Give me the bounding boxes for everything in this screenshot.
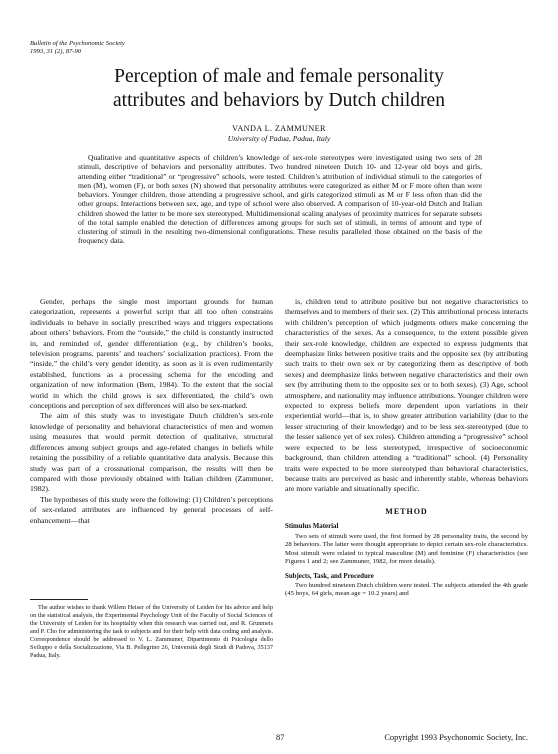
left-column <box>30 297 273 526</box>
abstract-text: Qualitative and quantitative aspects of children’s knowledge of sex-role stereotypes were investigated using two sets of 28 stimuli, descriptive of behaviors and personality attributes. Two hundred nineteen Dutch 10- and 12-year old boys and girls, attending either “traditional” or “progressive” schools, were tested. Children’s attribution of individual stimuli to the categories of men (M), women (F), or both sexes (N) showed that personality attributes were categorized as either M or F more often than were behaviors. Younger children, those attending a progressive school, and girls categorized stimuli as M or F less often than did the other groups. Interactions between sex, age, and type of school were also observed. A comparison of 10-year-old Dutch and Italian children showed the latter to be more sex stereotyped. Multidimensional scaling analyses of proximity matrices for separate subsets of the total sample enabled the detection of differences among groups for such set of stimuli, in terms of amount and type of clustering of stimuli in the resulting two-dimensional configurations. These results paralleled those obtained on the basis of the frequency data. <box>78 153 482 246</box>
author-note-text: The author wishes to thank Willem Heiser of the University of Leiden for his advice and help on the statistical analysis, the Experimental Psychology Unit of the Faculty of Social Sciences of the University of Leiden for its hospitality when this research was carried out, and R. Grunmeis and P. Cho for administering the task to subjects and for their help with data coding and analysis. Correspondence should be addressed to V. L. Zammuner, Dipartimento di Psicologia dello Sviluppo e della Socializzazione, Via B. Pellegrino 26, Università degli Studi di Padova, 35137 Padua, Italy. <box>30 604 273 659</box>
title-line-1: Perception of male and female personality <box>114 66 444 87</box>
method-heading: METHOD <box>385 506 428 516</box>
journal-name: Bulletin of the Psychonomic Society <box>30 40 125 47</box>
intro-paragraph-3: The hypotheses of this study were the following: (1) Children’s perceptions of sex-related attributes are influenced by general processes of self-enhancement—that <box>30 494 273 525</box>
author-affiliation: University of Padua, Padua, Italy <box>227 134 331 143</box>
hypotheses-paragraph: is, children tend to attribute positive but not negative characteristics to themselves and to members of their sex. (2) This attributional process interacts with children’s perception of which judgments others make concerning the characteristics of the sexes. As a consequence, to the extent possible given their sex-role knowledge, children are expected to express judgments that deemphasize links between positive traits and the opposite sex (by attributing such traits to their own sex or by categorizing them as descriptive of both sexes) and deemphasize links between negative characteristics and their own sex (by attributing them to the opposite sex or to both sexes). (3) Age, school atmosphere, and nationality may influence attributions. Younger children were expected to express beliefs more dependent upon variations in their experiential world—that is, to show greater attribution variability (due to the lesser structuring of their knowledge) and to be less sex-stereotyped (due to the lesser salience yet of sex roles). Children attending a “progressive” school were expected to be less stereotyped, irrespective of socioeconomic background, than children attending a “traditional” school. (4) Personality traits were expected to be more stereotyped than behavioral characteristics, because traits are perceived as basic and inherently stable, whereas behaviors are more variable and situationally specific. <box>285 297 528 494</box>
journal-issue: 1993, 31 (2), 87-90 <box>30 48 82 55</box>
title-line-2: attributes and behaviors by Dutch children <box>113 89 445 111</box>
subjects-section <box>285 582 528 599</box>
author-name: VANDA L. ZAMMUNER <box>232 124 326 133</box>
intro-paragraph-1: Gender, perhaps the single most important grounds for human categorization, represents a powerful script that all too often constrains individuals to behave in socially prescribed ways and triggers expectations about others’ behaviors. From the “outside,” the child is constantly instructed in, and reminded of, gender differentiation (e.g., by children’s books, television programs, parents’ and teachers’ socialization practices). From the “inside,” the child’s very gender identity, as soon as it is even rudimentarily established, functions as a processing schema for the encoding and organization of new information (Bem, 1984). To the extent that the social world in which the child grows is sex differentiated, the child’s own conceptions and perception of sex differences will also be sex-marked. <box>30 297 273 411</box>
abstract <box>78 153 482 246</box>
paper-title <box>30 65 528 112</box>
stimulus-heading: Stimulus Material <box>285 523 339 531</box>
right-column <box>285 297 528 599</box>
stimulus-text: Two sets of stimuli were used, the first formed by 28 personality traits, the second by 28 behaviors. The latter were thought appropriate to depict certain sex-role characteristics. Most stimuli were related to typical masculine (M) and feminine (F) characteristics (see Figures 1 and 2; see Zammuner, 1982, for more details). <box>285 532 528 566</box>
copyright-notice: Copyright 1993 Psychonomic Society, Inc. <box>384 733 528 742</box>
journal-citation <box>30 40 125 56</box>
author-note <box>30 604 273 660</box>
footnote-divider <box>30 599 88 600</box>
subjects-text: Two hundred nineteen Dutch children were tested. The subjects attended the 4th grade (45 boys, 64 girls, mean age = 10.2 years) and <box>285 581 528 598</box>
stimulus-section <box>285 533 528 567</box>
page-number: 87 <box>276 733 285 742</box>
subjects-heading: Subjects, Task, and Procedure <box>285 572 374 580</box>
intro-paragraph-2: The aim of this study was to investigate Dutch children’s sex-role knowledge of personality and behavioral characteristics of men and women using measures that would permit detection of qualitative, structural differences among subject groups and age-related changes in beliefs while retaining the possibility of a reliable quantitative data analysis. Because this study was part of a crossnational comparison, the results will then be compared with those previously obtained with Italian children (Zammuner, 1982). <box>30 411 273 494</box>
